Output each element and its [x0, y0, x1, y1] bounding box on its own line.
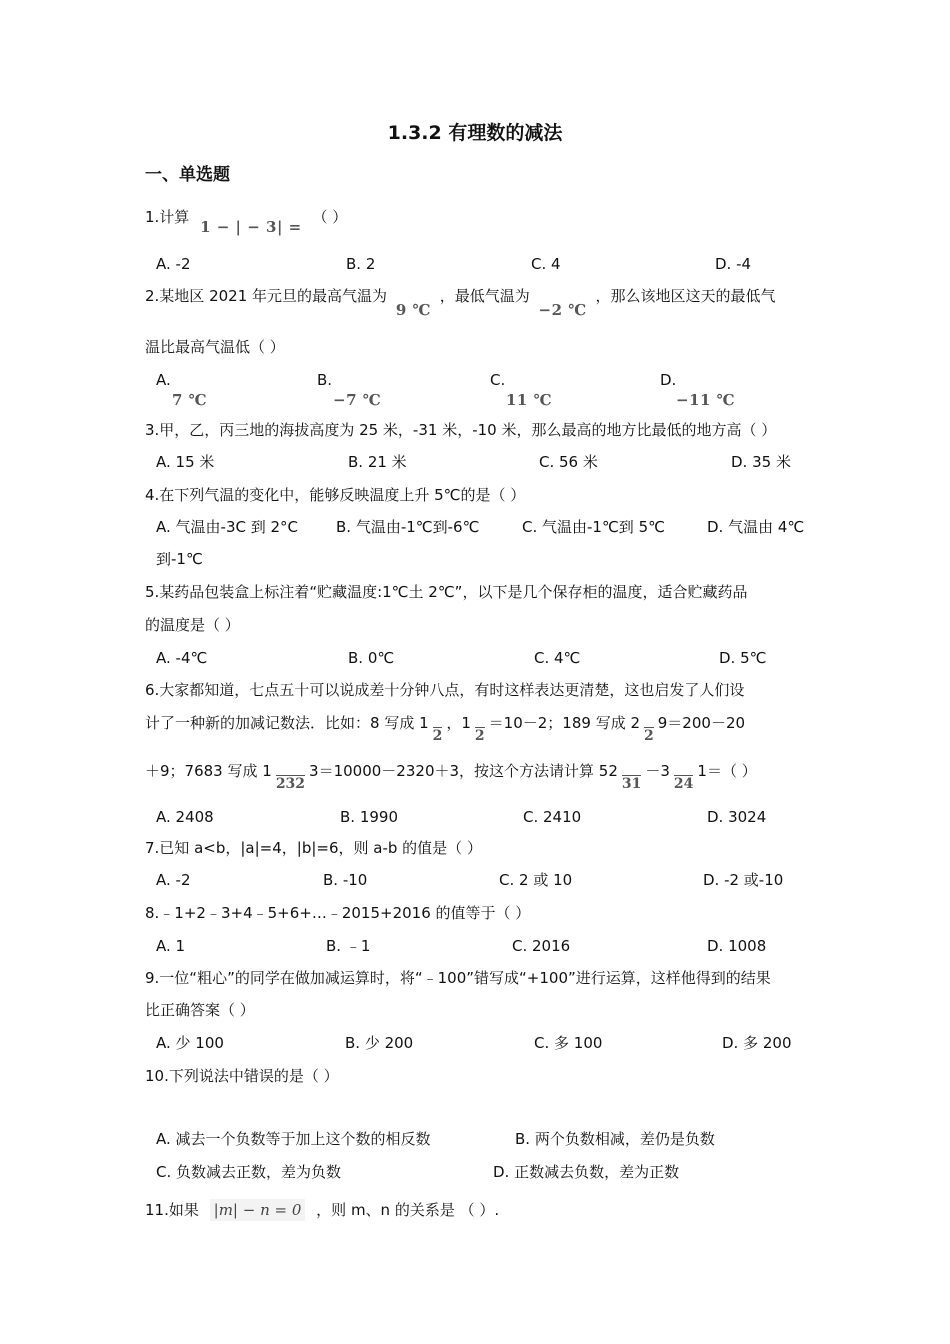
q6-bar-digit: 232 — [275, 776, 306, 792]
q2-option-c: C. 11 ℃ — [490, 371, 553, 409]
q6-option-b: B. 1990 — [340, 808, 399, 826]
question-3: 3.甲，乙，丙三地的海拔高度为 25 米，-31 米，-10 米，那么最高的地方比最低的地方高（ ） — [145, 421, 777, 439]
q6-option-a: A. 2408 — [156, 808, 214, 826]
q7-option-a: A. -2 — [156, 871, 191, 889]
q1-option-d: D. -4 — [715, 255, 752, 273]
q9-option-b: B. 少 200 — [345, 1034, 414, 1052]
q10-option-c: C. 负数减去正数，差为负数 — [156, 1163, 342, 1181]
question-5-cont: 的温度是（ ） — [145, 616, 240, 634]
question-2: 2.某地区 2021 年元旦的最高气温为 9 ℃ ，最低气温为 −2 ℃ ，那么该地区这天的最低气 — [145, 287, 776, 319]
q4-option-a: A. 气温由-3C 到 2°C — [156, 518, 299, 536]
question-9: 9.一位“粗心”的同学在做加减运算时，将“﹣100”错写成“+100”进行运算，这样他得到的结果 — [145, 969, 771, 987]
question-2-cont: 温比最高气温低（ ） — [145, 338, 285, 356]
q8-option-b: B. ﹣1 — [326, 937, 371, 955]
q3-option-b: B. 21 米 — [348, 453, 407, 471]
q4-option-c: C. 气温由-1℃到 5℃ — [522, 518, 665, 536]
q2-high-temp: 9 ℃ — [395, 301, 431, 319]
q10-option-d: D. 正数减去负数，差为正数 — [493, 1163, 680, 1181]
question-6-line2: 计了一种新的加减记数法．比如：8 写成 12，12＝10－2；189 写成 229＝200－20 — [145, 714, 746, 744]
q7-option-d: D. -2 或-10 — [703, 871, 784, 889]
page-title: 1.3.2 有理数的减法 — [387, 122, 563, 144]
q6-option-d: D. 3024 — [707, 808, 767, 826]
section-heading: 一、单选题 — [145, 165, 230, 185]
question-10: 10.下列说法中错误的是（ ） — [145, 1067, 339, 1085]
question-9-cont: 比正确答案（ ） — [145, 1001, 255, 1019]
q3-option-d: D. 35 米 — [731, 453, 791, 471]
q1-option-c: C. 4 — [531, 255, 561, 273]
q6-bar-digit: 24 — [673, 776, 694, 792]
q4-option-d: D. 气温由 4℃ — [707, 518, 805, 536]
question-7: 7.已知 a<b，|a|=4，|b|=6，则 a-b 的值是（ ） — [145, 839, 482, 857]
q1-option-b: B. 2 — [346, 255, 376, 273]
q6-bar-digit: 2 — [644, 728, 654, 744]
q10-option-a: A. 减去一个负数等于加上这个数的相反数 — [156, 1130, 431, 1148]
question-6-line3: ＋9；7683 写成 12323＝10000－2320＋3，按这个方法请计算 5231－3241＝（ ） — [145, 762, 757, 792]
q2-option-a: A. 7 ℃ — [156, 371, 208, 409]
q3-option-a: A. 15 米 — [156, 453, 215, 471]
question-11: 11.如果 |m| − n = 0 ，则 m、n 的关系是 （ ）. — [145, 1201, 500, 1219]
q8-option-d: D. 1008 — [707, 937, 767, 955]
question-8: 8.﹣1+2﹣3+4﹣5+6+…﹣2015+2016 的值等于（ ） — [145, 904, 531, 922]
q4-option-b: B. 气温由-1℃到-6℃ — [336, 518, 480, 536]
q5-option-a: A. -4℃ — [156, 649, 208, 667]
q4-option-d-wrap: 到-1℃ — [156, 550, 203, 568]
q9-option-d: D. 多 200 — [722, 1034, 792, 1052]
q9-option-a: A. 少 100 — [156, 1034, 224, 1052]
question-5: 5.某药品包装盒上标注着“贮藏温度:1℃土 2℃”，以下是几个保存柜的温度，适合贮藏药品 — [145, 583, 748, 601]
q6-bar-digit: 2 — [432, 728, 443, 744]
question-4: 4.在下列气温的变化中，能够反映温度上升 5℃的是（ ） — [145, 486, 526, 504]
q11-expression: |m| − n = 0 — [210, 1199, 306, 1221]
q2-option-b: B. −7 ℃ — [317, 371, 382, 409]
q10-option-b: B. 两个负数相减，差仍是负数 — [515, 1130, 715, 1148]
q5-option-b: B. 0℃ — [348, 649, 395, 667]
q6-bar-digit: 2 — [474, 728, 485, 744]
q1-option-a: A. -2 — [156, 255, 191, 273]
q2-low-temp: −2 ℃ — [538, 301, 587, 319]
question-6: 6.大家都知道，七点五十可以说成差十分钟八点，有时这样表达更清楚，这也启发了人们设 — [145, 681, 745, 699]
q9-option-c: C. 多 100 — [534, 1034, 603, 1052]
q1-expression: 1 − | − 3| = — [200, 218, 302, 236]
q5-option-c: C. 4℃ — [534, 649, 581, 667]
q6-bar-digit: 31 — [621, 776, 642, 792]
q2-option-d: D. −11 ℃ — [660, 371, 736, 409]
q8-option-a: A. 1 — [156, 937, 186, 955]
q6-option-c: C. 2410 — [523, 808, 582, 826]
q5-option-d: D. 5℃ — [719, 649, 767, 667]
q3-option-c: C. 56 米 — [539, 453, 598, 471]
question-1: 1.计算 1 − | − 3| = （ ） — [145, 208, 348, 236]
q7-option-c: C. 2 或 10 — [499, 871, 573, 889]
q8-option-c: C. 2016 — [512, 937, 571, 955]
q7-option-b: B. -10 — [323, 871, 368, 889]
